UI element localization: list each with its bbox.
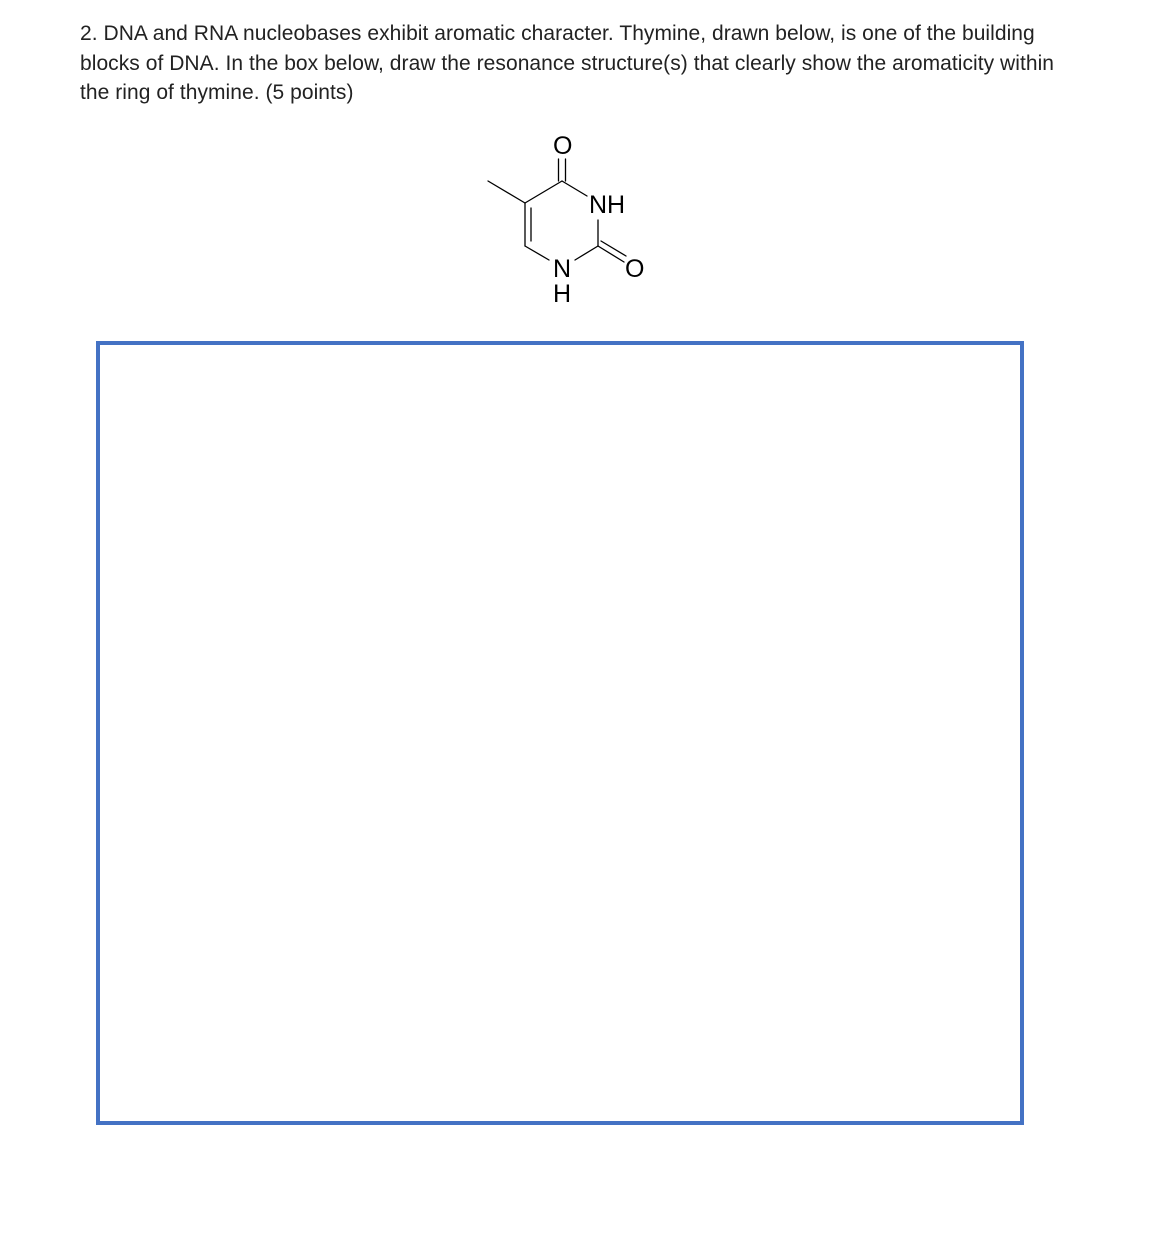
bond-c2-o-a	[598, 246, 624, 262]
right-oxygen-label: O	[625, 255, 645, 283]
bond-c4-n3	[562, 181, 587, 196]
methyl-bond	[488, 181, 525, 203]
bond-c5-c4	[525, 181, 562, 203]
bond-c2-n1	[575, 246, 598, 260]
answer-box[interactable]	[96, 341, 1024, 1125]
question-text: 2. DNA and RNA nucleobases exhibit aromatic character. Thymine, drawn below, is one of the building blocks of DNA. In the box below, draw the resonance structure(s) that clearly show the aromaticity within the ring of thymine. (5 points)	[80, 22, 1055, 104]
bond-n1-c6	[525, 246, 549, 260]
n-bottom-label: N	[553, 255, 572, 283]
h-bottom-label: H	[553, 280, 572, 308]
bond-c2-o-b	[601, 241, 626, 256]
nh-label: NH	[589, 191, 626, 219]
top-oxygen-label: O	[553, 132, 573, 160]
